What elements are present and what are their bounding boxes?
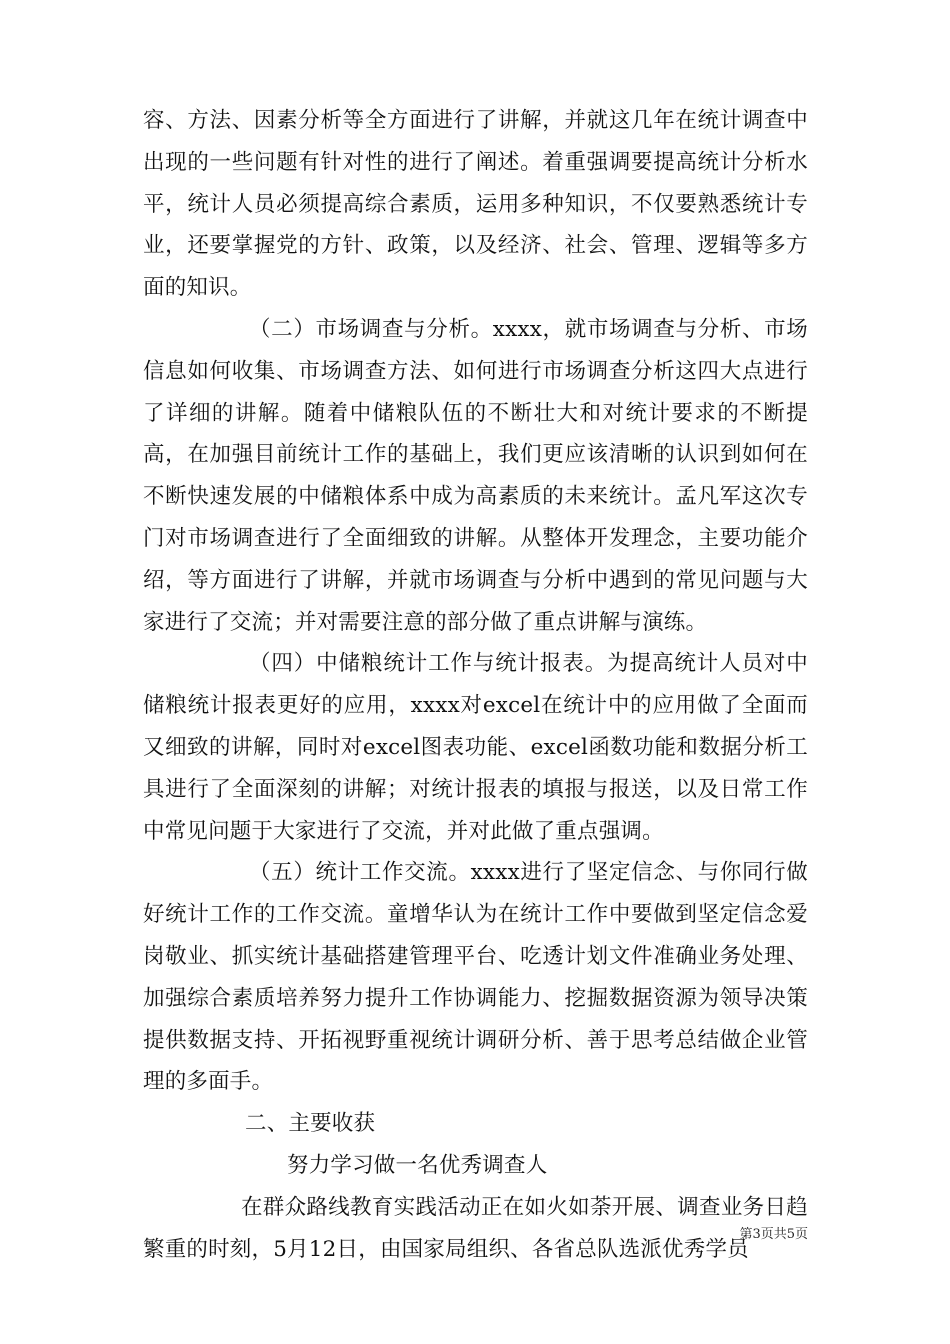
article-title: 努力学习做一名优秀调查人 — [287, 1152, 548, 1178]
paragraph-work-exchange: （五）统计工作交流。xxxx进行了坚定信念、与你同行做好统计工作的工作交流。童增华认为在统计工作中要做到坚定信念爱岗敬业、抓实统计基础搭建管理平台、吃透计划文件准确业务处理、加强综合素质培养努力提升工作协调能力、挖掘数据资源为领导决策提供数据支持、开拓视野重视统计调研分析、善于思考总结做企业管理的多面手。 — [143, 860, 808, 1095]
paragraph-market-survey: （二）市场调查与分析。xxxx，就市场调查与分析、市场信息如何收集、市场调查方法、如何进行市场调查分析这四大点进行了详细的讲解。随着中储粮队伍的不断壮大和对统计要求的不断提高，在加强目前统计工作的基础上，我们更应该清晰的认识到如何在不断快速发展的中储粮体系中成为高素质的未来统计。孟凡军这次专门对市场调查进行了全面细致的讲解。从整体开发理念，主要功能介绍，等方面进行了讲解，并就市场调查与分析中遇到的常见问题与大家进行了交流；并对需要注意的部分做了重点讲解与演练。 — [143, 316, 808, 635]
paragraph-intro: 在群众路线教育实践活动正在如火如荼开展、调查业务日趋繁重的时刻，5月12日，由国家局组织、各省总队选派优秀学员 — [143, 1194, 808, 1262]
paragraph-methods: 容、方法、因素分析等全方面进行了讲解，并就这几年在统计调查中出现的一些问题有针对性的进行了阐述。着重强调要提高统计分析水平，统计人员必须提高综合素质，运用多种知识，不仅要熟悉统计专业，还要掌握党的方针、政策，以及经济、社会、管理、逻辑等多方面的知识。 — [143, 108, 808, 301]
section-heading-main-gains: 二、主要收获 — [245, 1111, 376, 1137]
document-body — [143, 100, 808, 1270]
paragraph-statistics-reports: （四）中储粮统计工作与统计报表。为提高统计人员对中储粮统计报表更好的应用，xxxx对excel在统计中的应用做了全面而又细致的讲解，同时对excel图表功能、excel函数功能和数据分析工具进行了全面深刻的讲解；对统计报表的填报与报送，以及日常工作中常见问题于大家进行了交流，并对此做了重点强调。 — [143, 651, 808, 844]
page-number-footer: 第3页共5页 — [739, 1227, 808, 1242]
